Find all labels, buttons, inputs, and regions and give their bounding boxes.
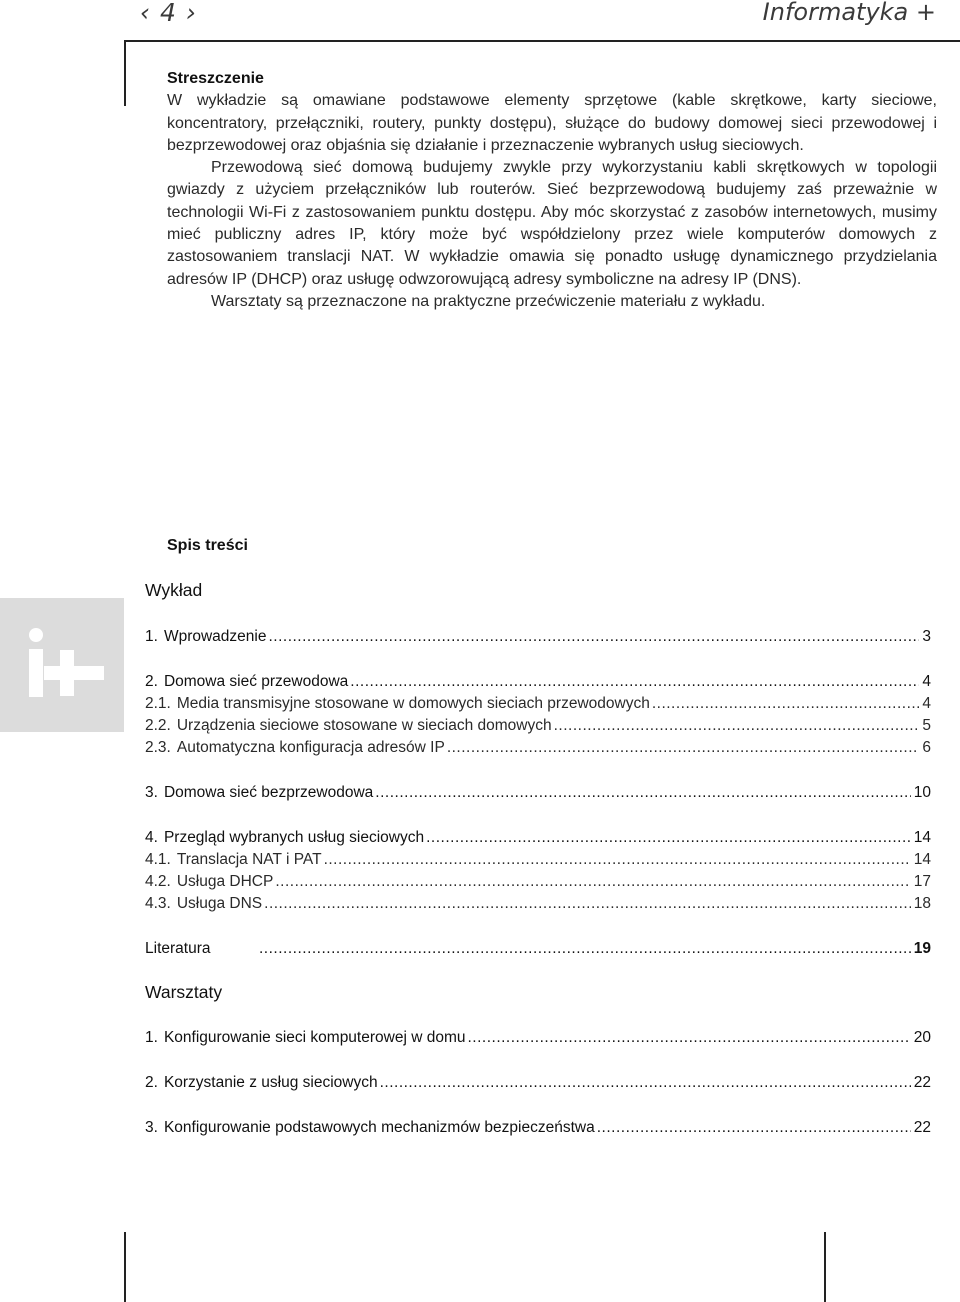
toc-entry-title: Domowa sieć bezprzewodowa bbox=[163, 784, 374, 801]
dot-leader bbox=[259, 939, 911, 959]
toc-entry[interactable] bbox=[145, 894, 931, 914]
frame-top-rule bbox=[124, 40, 960, 42]
page-number: ‹ 4 › bbox=[140, 0, 197, 27]
toc-entry-number: 3. bbox=[145, 784, 158, 801]
summary-section bbox=[167, 68, 937, 313]
dot-leader bbox=[554, 716, 920, 736]
toc-entry-page: 20 bbox=[913, 1029, 931, 1046]
toc-entry-number: 2.3. bbox=[145, 739, 171, 756]
toc-entry[interactable] bbox=[145, 828, 931, 848]
dot-leader bbox=[447, 738, 920, 758]
toc-entry-page: 3 bbox=[922, 628, 931, 645]
dot-leader bbox=[375, 783, 910, 803]
toc-heading: Spis treści bbox=[167, 537, 248, 554]
dot-leader bbox=[324, 850, 911, 870]
toc-entry-page: 10 bbox=[913, 784, 931, 801]
toc-entry-title: Domowa sieć przewodowa bbox=[163, 673, 349, 690]
toc-entry-page: 22 bbox=[913, 1119, 931, 1136]
toc-entry-number: 2.1. bbox=[145, 695, 171, 712]
toc-entry-number: 3. bbox=[145, 1119, 158, 1136]
toc-entry-number: 4.3. bbox=[145, 895, 171, 912]
toc-entry-number: 2. bbox=[145, 1074, 158, 1091]
dot-leader bbox=[467, 1028, 910, 1048]
toc-entry-title: Automatyczna konfiguracja adresów IP bbox=[176, 739, 445, 756]
toc-entry-number: 1. bbox=[145, 1029, 158, 1046]
dot-leader bbox=[264, 894, 911, 914]
dot-leader bbox=[268, 627, 919, 647]
i-plus-logo-icon bbox=[0, 598, 124, 732]
toc-entry[interactable] bbox=[145, 783, 931, 803]
lecture-heading: Wykład bbox=[145, 580, 203, 600]
toc-entry-page: 5 bbox=[922, 717, 931, 734]
toc-entry-number: 1. bbox=[145, 628, 158, 645]
informatyka-plus-logo bbox=[0, 598, 124, 732]
dot-leader bbox=[380, 1073, 911, 1093]
toc-entry-title: Przegląd wybranych usług sieciowych bbox=[163, 829, 425, 846]
toc-entry-title: Literatura bbox=[145, 940, 211, 957]
dot-leader bbox=[426, 828, 911, 848]
toc-entry-page: 6 bbox=[922, 739, 931, 756]
toc-entry-page: 14 bbox=[913, 851, 931, 868]
toc-entry-page: 4 bbox=[922, 673, 931, 690]
toc-entry-title: Wprowadzenie bbox=[163, 628, 267, 645]
toc-entry[interactable] bbox=[145, 694, 931, 714]
summary-paragraph: Warsztaty są przeznaczone na praktyczne przećwiczenie materiału z wykładu. bbox=[211, 292, 766, 310]
toc-entry[interactable] bbox=[145, 672, 931, 692]
toc-entry-title: Translacja NAT i PAT bbox=[176, 851, 322, 868]
frame-left-rule bbox=[124, 40, 126, 106]
toc-entry-title: Media transmisyjne stosowane w domowych sieciach przewodowych bbox=[176, 695, 650, 712]
toc-entry[interactable] bbox=[145, 1118, 931, 1138]
summary-heading: Streszczenie bbox=[167, 70, 264, 87]
toc-entry[interactable] bbox=[145, 738, 931, 758]
dot-leader bbox=[350, 672, 919, 692]
toc-entry-title: Usługa DHCP bbox=[176, 873, 274, 890]
summary-paragraph: W wykładzie są omawiane podstawowe elementy sprzętowe (kable skrętkowe, karty sieciowe, koncentratory, przełączniki, routery, punkty dostępu), służące do budowy domowej sieci przewodowej i bezprzewodowej oraz objaśnia się działanie i przeznaczenie wybranych usług sieciowych. bbox=[167, 92, 937, 154]
summary-paragraph: Przewodową sieć domową budujemy zwykle przy wykorzystaniu kabli skrętkowych w topologii gwiazdy z użyciem przełączników lub routerów. Sieć bezprzewodową budujemy zaś przeważnie w technologii Wi-Fi z zastosowaniem punktu dostępu. Aby móc skorzystać z zasobów internetowych, musimy mieć publiczny adres IP, który może być współdzielony przez wiele komputerów domowych z zastosowaniem translacji NAT. W wykładzie omawia się ponadto usługę dynamicznego przydzielania adresów IP (DHCP) oraz usługę odwzorowującą adresy symboliczne na adresy IP (DNS). bbox=[167, 159, 937, 288]
dot-leader bbox=[652, 694, 920, 714]
crop-mark-left bbox=[124, 1232, 126, 1302]
toc-entry[interactable] bbox=[145, 872, 931, 892]
series-title: Informatyka + bbox=[762, 0, 936, 26]
toc-entry-title: Konfigurowanie podstawowych mechanizmów bezpieczeństwa bbox=[163, 1119, 595, 1136]
toc-entry[interactable] bbox=[145, 627, 931, 647]
workshop-heading: Warsztaty bbox=[145, 982, 223, 1002]
toc-entry-number: 4.1. bbox=[145, 851, 171, 868]
toc-entry-number: 4. bbox=[145, 829, 158, 846]
toc-entry-page: 17 bbox=[913, 873, 931, 890]
toc-entry-number: 2. bbox=[145, 673, 158, 690]
toc-entry-title: Urządzenia sieciowe stosowane w sieciach domowych bbox=[176, 717, 552, 734]
toc-entry-literature[interactable] bbox=[145, 939, 931, 959]
dot-leader bbox=[275, 872, 910, 892]
toc-entry-number: 4.2. bbox=[145, 873, 171, 890]
toc-entry[interactable] bbox=[145, 1073, 931, 1093]
toc-entry-page: 4 bbox=[922, 695, 931, 712]
toc-entry-page: 14 bbox=[913, 829, 931, 846]
toc-entry-page: 18 bbox=[913, 895, 931, 912]
toc-entry-title: Usługa DNS bbox=[176, 895, 263, 912]
toc-entry-title: Korzystanie z usług sieciowych bbox=[163, 1074, 378, 1091]
toc-entry-number: 2.2. bbox=[145, 717, 171, 734]
toc-entry[interactable] bbox=[145, 716, 931, 736]
toc-entry[interactable] bbox=[145, 1028, 931, 1048]
toc-entry-title: Konfigurowanie sieci komputerowej w domu bbox=[163, 1029, 466, 1046]
toc-entry[interactable] bbox=[145, 850, 931, 870]
toc-entry-page: 22 bbox=[913, 1074, 931, 1091]
dot-leader bbox=[597, 1118, 911, 1138]
toc-entry-page: 19 bbox=[913, 940, 931, 957]
crop-mark-right bbox=[824, 1232, 826, 1302]
